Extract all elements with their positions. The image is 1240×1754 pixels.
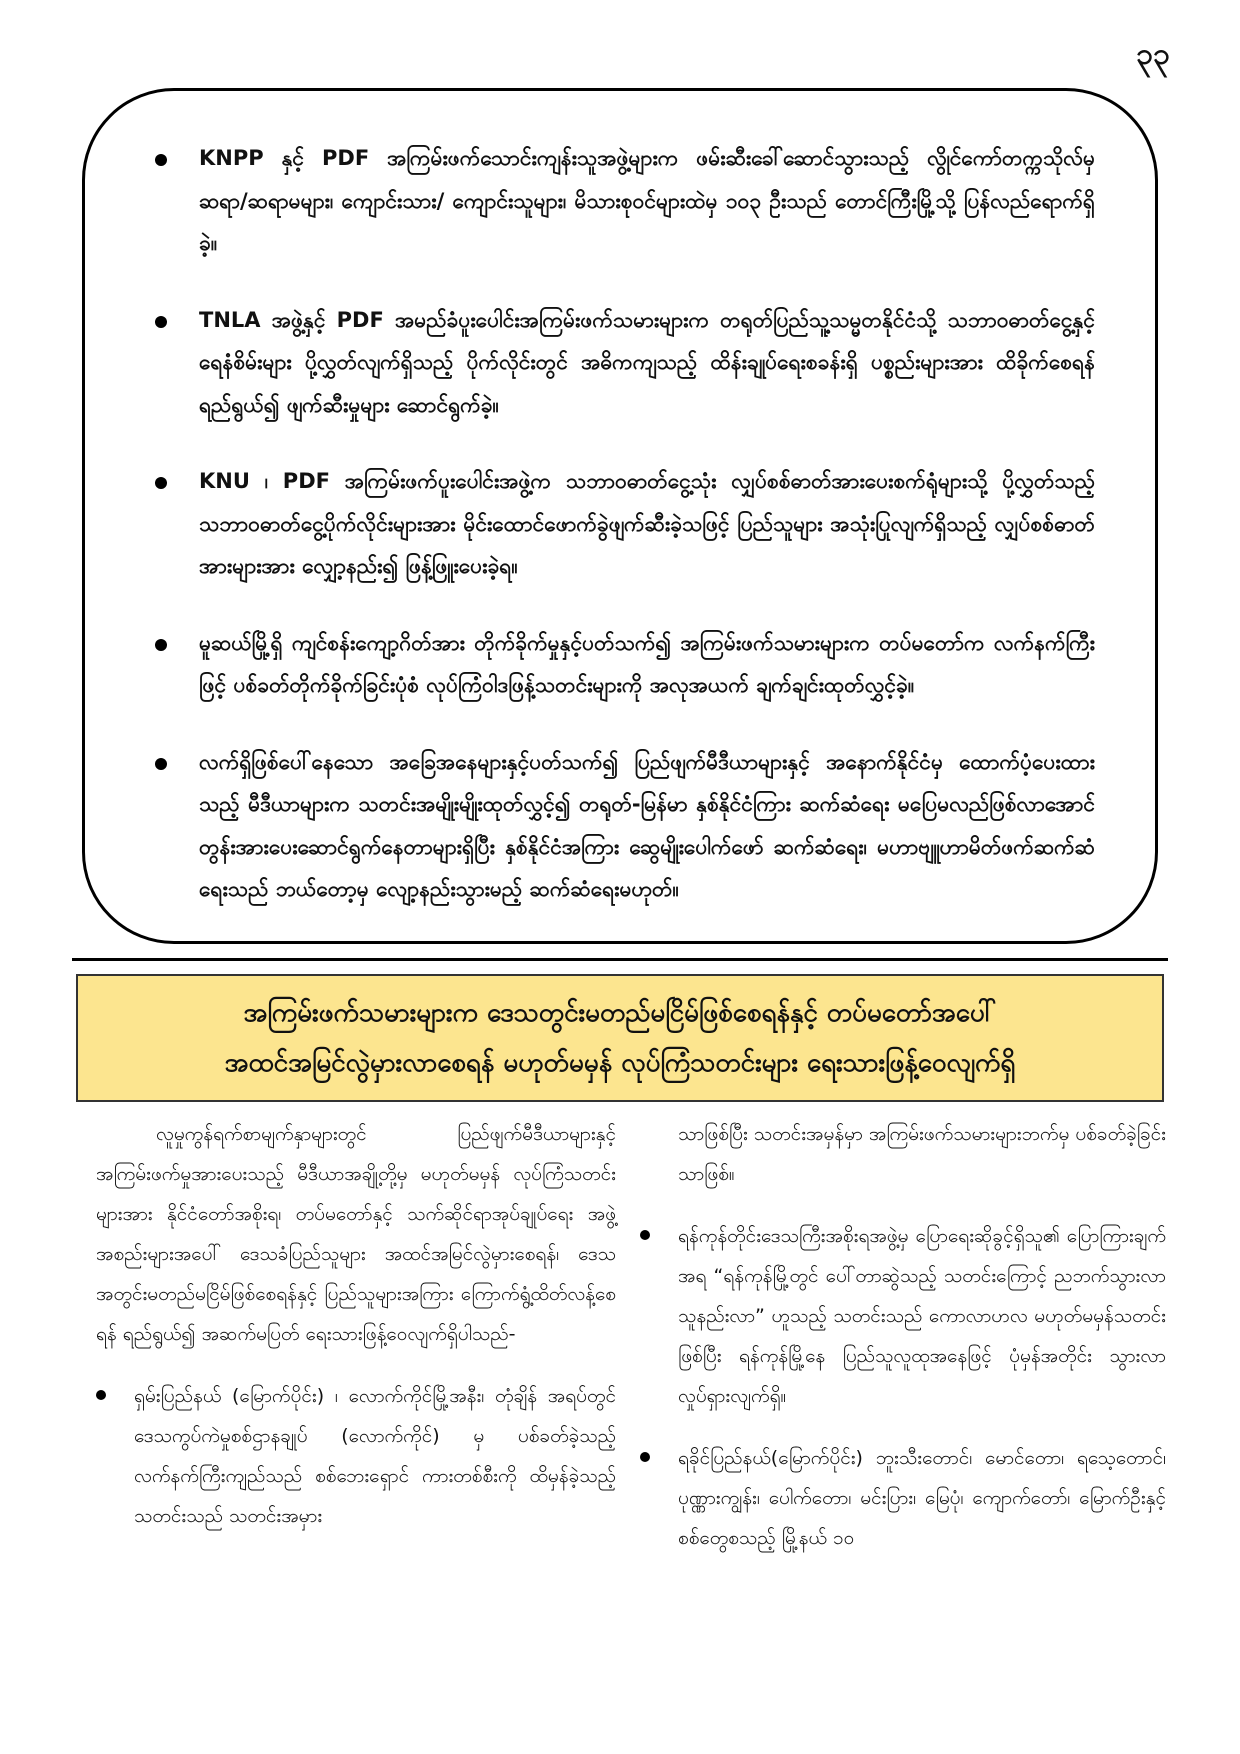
- bullet-icon: [155, 477, 167, 489]
- bullet-icon: [155, 316, 167, 328]
- list-item: [155, 137, 1095, 265]
- right-column: [640, 1114, 1166, 1580]
- list-item: [155, 299, 1095, 427]
- bullet-text: ရန်ကုန်တိုင်းဒေသကြီးအစိုးရအဖွဲ့မှ ပြောရေးဆိုခွင့်ရှိသူ၏ ပြောကြားချက်အရ “ရန်ကုန်မြို့တွင် ပေါ်တာဆွဲသည့် သတင်းကြောင့် ညဘက်သွားလာသူနည်းလာ” ဟူသည့် သတင်းသည် ကောလာဟလ မဟုတ်မမှန်သတင်းဖြစ်ပြီး ရန်ကုန်မြို့နေ ပြည်သူလူထုအနေဖြင့် ပုံမှန်အတိုင်း သွားလာလှုပ်ရှားလျက်ရှိ။: [678, 1225, 1166, 1407]
- divider-line: [72, 958, 1168, 961]
- intro-paragraph: လူမှုကွန်ရက်စာမျက်နှာများတွင် ပြည်ဖျက်မီဒီယာများနှင့် အကြမ်းဖက်မှုအားပေးသည့် မီဒီယာအချို့တို့မှ မဟုတ်မမှန် လုပ်ကြံသတင်းများအား နိုင်ငံတော်အစိုးရ၊ တပ်မတော်နှင့် သက်ဆိုင်ရာအုပ်ချုပ်ရေး အဖွဲ့အစည်းများအပေါ် ဒေသခံပြည်သူများ အထင်အမြင်လွဲမှားစေရန်၊ ဒေသအတွင်းမတည်မငြိမ်ဖြစ်စေရန်နှင့် ပြည်သူများအကြား ကြောက်ရွံ့ထိတ်လန့်စေရန် ရည်ရွယ်၍ အဆက်မပြတ် ရေးသားဖြန့်ဝေလျက်ရှိပါသည်-: [96, 1123, 616, 1345]
- bullet-text: လက်ရှိဖြစ်ပေါ်နေသော အခြေအနေများနှင့်ပတ်သက်၍ ပြည်ဖျက်မီဒီယာများနှင့် အနောက်နိုင်ငံမှ ထောက်ပံ့ပေးထားသည့် မီဒီယာများက သတင်းအမျိုးမျိုးထုတ်လွှင့်၍ တရုတ်-မြန်မာ နှစ်နိုင်ငံကြား ဆက်ဆံရေး မပြေမလည်ဖြစ်လာအောင် တွန်းအားပေးဆောင်ရွက်နေတာများရှိပြီး နှစ်နိုင်ငံအကြား ဆွေမျိုးပေါက်ဖော် ဆက်ဆံရေး၊ မဟာဗျူဟာမိတ်ဖက်ဆက်ဆံရေးသည် ဘယ်တော့မှ လျော့နည်းသွားမည့် ဆက်ဆံရေးမဟုတ်။: [199, 749, 1095, 901]
- bullet-icon: [155, 758, 167, 770]
- list-item: [640, 1216, 1166, 1416]
- bullet-text: ရခိုင်ပြည်နယ်(မြောက်ပိုင်း) ဘူးသီးတောင်၊ မောင်တော၊ ရသေ့တောင်၊ ပုဏ္ဏားကျွန်း၊ ပေါက်တော၊ မင်းပြား၊ မြေပုံ၊ ကျောက်တော်၊ မြောက်ဦးနှင့် စစ်တွေစသည့် မြို့နယ် ၁၀: [678, 1447, 1166, 1549]
- left-column: [96, 1114, 616, 1558]
- bullet-text: TNLA အဖွဲ့နှင့် PDF အမည်ခံပူးပေါင်းအကြမ်းဖက်သမားများက တရုတ်ပြည်သူ့သမ္မတနိုင်ငံသို့ သဘာဝဓာတ်ငွေ့နှင့် ရေနံစိမ်းများ ပို့လွှတ်လျက်ရှိသည့် ပိုက်လိုင်းတွင် အဓိကကျသည့် ထိန်းချုပ်ရေးစခန်းရှိ ပစ္စည်းများအား ထိခိုက်စေရန် ရည်ရွယ်၍ ဖျက်ဆီးမှုများ ဆောင်ရွက်ခဲ့။: [199, 307, 1095, 417]
- bullet-icon: [640, 1452, 650, 1462]
- bullet-icon: [640, 1230, 650, 1240]
- list-item: [640, 1438, 1166, 1558]
- continued-text: သာဖြစ်ပြီး သတင်းအမှန်မှာ အကြမ်းဖက်သမားများဘက်မှ ပစ်ခတ်ခဲ့ခြင်းသာဖြစ်။: [678, 1123, 1166, 1185]
- list-item: [155, 460, 1095, 588]
- bullet-icon: [96, 1390, 106, 1400]
- bullet-icon: [155, 154, 167, 166]
- bullet-text: KNPP နှင့် PDF အကြမ်းဖက်သောင်းကျန်းသူအဖွဲ့များက ဖမ်းဆီးခေါ်ဆောင်သွားသည့် လွိုင်ကော်တက္ကသိုလ်မှ ဆရာ/ဆရာမများ၊ ကျောင်းသား/ ကျောင်းသူများ၊ မိသားစုဝင်များထဲမှ ၁၀၃ ဦးသည် တောင်ကြီးမြို့သို့ ပြန်လည်ရောက်ရှိခဲ့။: [199, 146, 1095, 255]
- list-item: [155, 622, 1095, 707]
- headline-line-2: အထင်အမြင်လွဲမှားလာစေရန် မဟုတ်မမှန် လုပ်ကြံသတင်းများ ရေးသားဖြန့်ဝေလျက်ရှိ: [224, 1048, 1016, 1078]
- bullet-list: [85, 91, 1155, 911]
- page-number: ၃၃: [1136, 37, 1170, 72]
- list-item: [155, 741, 1095, 911]
- bullet-text: မူဆယ်မြို့ရှိ ကျင်စန်းကျော့ဂိတ်အား တိုက်ခိုက်မှုနှင့်ပတ်သက်၍ အကြမ်းဖက်သမားများက တပ်မတော်က လက်နက်ကြီးဖြင့် ပစ်ခတ်တိုက်ခိုက်ခြင်းပုံစံ လုပ်ကြံဝါဒဖြန့်သတင်းများကို အလုအယက် ချက်ချင်းထုတ်လွှင့်ခဲ့။: [199, 630, 1095, 697]
- list-item: [96, 1376, 616, 1536]
- news-summary-box: [82, 88, 1158, 944]
- bullet-icon: [155, 639, 167, 651]
- bullet-text: KNU ၊ PDF အကြမ်းဖက်ပူးပေါင်းအဖွဲ့က သဘာဝဓာတ်ငွေ့သုံး လျှပ်စစ်ဓာတ်အားပေးစက်ရုံများသို့ ပို့လွှတ်သည့် သဘာဝဓာတ်ငွေ့ပိုက်လိုင်းများအား မိုင်းထောင်ဖောက်ခွဲဖျက်ဆီးခဲ့သဖြင့် ပြည်သူများ အသုံးပြုလျက်ရှိသည့် လျှပ်စစ်ဓာတ်အားများအား လျှော့နည်း၍ ဖြန့်ဖြူးပေးခဲ့ရ။: [199, 469, 1095, 578]
- headline-banner: [76, 974, 1164, 1102]
- headline-line-1: အကြမ်းဖက်သမားများက ဒေသတွင်းမတည်မငြိမ်ဖြစ်စေရန်နှင့် တပ်မတော်အပေါ်: [243, 998, 997, 1028]
- bullet-text: ရှမ်းပြည်နယ် (မြောက်ပိုင်း) ၊ လောက်ကိုင်မြို့အနီး၊ တုံချိန် အရပ်တွင် ဒေသကွပ်ကဲမှုစစ်ဌာနချုပ် (လောက်ကိုင်) မှ ပစ်ခတ်ခဲ့သည့် လက်နက်ကြီးကျည်သည် စစ်ဘေးရှောင် ကားတစ်စီးကို ထိမှန်ခဲ့သည့်သတင်းသည် သတင်းအမှား: [134, 1385, 616, 1527]
